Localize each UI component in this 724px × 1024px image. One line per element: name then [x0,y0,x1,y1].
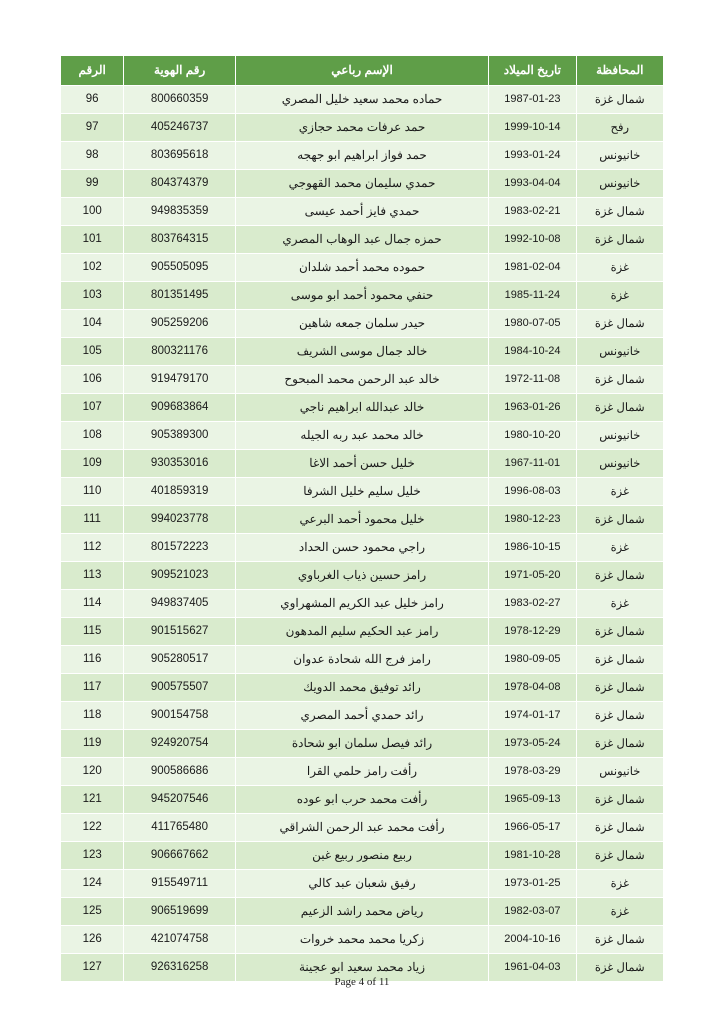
cell-name: خالد محمد عبد ربه الجيله [235,422,488,450]
cell-num: 110 [61,478,124,506]
cell-id: 905259206 [124,310,236,338]
cell-birthdate: 1983-02-21 [489,198,576,226]
cell-name: حمد عرفات محمد حجازي [235,114,488,142]
cell-governorate: شمال غزة [576,310,663,338]
cell-name: زياد محمد سعيد ابو عجينة [235,954,488,982]
cell-id: 800321176 [124,338,236,366]
page-footer: Page 4 of 11 [334,976,390,988]
cell-name: خالد عبد الرحمن محمد المبحوح [235,366,488,394]
cell-name: رامز حسين ذياب الغرباوي [235,562,488,590]
cell-birthdate: 1980-10-20 [489,422,576,450]
table-row [61,394,664,422]
table-row [61,842,664,870]
column-header-id: رقم الهوية [124,56,236,86]
table-row [61,254,664,282]
cell-governorate: شمال غزة [576,646,663,674]
cell-num: 114 [61,590,124,618]
cell-num: 103 [61,282,124,310]
cell-birthdate: 1978-03-29 [489,758,576,786]
table-row [61,786,664,814]
cell-birthdate: 1993-01-24 [489,142,576,170]
table-row [61,310,664,338]
cell-birthdate: 1965-09-13 [489,786,576,814]
table-row [61,814,664,842]
cell-name: رائد توفيق محمد الدويك [235,674,488,702]
cell-birthdate: 1980-09-05 [489,646,576,674]
cell-name: ربيع منصور ربيع غبن [235,842,488,870]
table-row [61,898,664,926]
cell-birthdate: 1982-03-07 [489,898,576,926]
cell-name: رياض محمد راشد الزعيم [235,898,488,926]
cell-id: 801572223 [124,534,236,562]
cell-num: 126 [61,926,124,954]
table-row [61,506,664,534]
table-header-row [61,56,664,86]
table-row [61,674,664,702]
cell-num: 112 [61,534,124,562]
cell-id: 803764315 [124,226,236,254]
cell-name: حموده محمد أحمد شلدان [235,254,488,282]
table-row [61,282,664,310]
cell-id: 905505095 [124,254,236,282]
cell-num: 123 [61,842,124,870]
table-row [61,590,664,618]
cell-birthdate: 1993-04-04 [489,170,576,198]
cell-governorate: خانيونس [576,758,663,786]
table-row [61,478,664,506]
cell-num: 99 [61,170,124,198]
cell-governorate: شمال غزة [576,86,663,114]
table-row [61,646,664,674]
table-row [61,114,664,142]
cell-num: 113 [61,562,124,590]
cell-birthdate: 1983-02-27 [489,590,576,618]
cell-num: 107 [61,394,124,422]
cell-name: خليل محمود أحمد البرعي [235,506,488,534]
cell-birthdate: 1967-11-01 [489,450,576,478]
cell-governorate: خانيونس [576,422,663,450]
cell-name: حمزه جمال عبد الوهاب المصري [235,226,488,254]
cell-num: 97 [61,114,124,142]
cell-num: 111 [61,506,124,534]
cell-num: 115 [61,618,124,646]
cell-governorate: خانيونس [576,450,663,478]
cell-governorate: شمال غزة [576,926,663,954]
cell-id: 900154758 [124,702,236,730]
cell-num: 104 [61,310,124,338]
cell-id: 919479170 [124,366,236,394]
cell-governorate: غزة [576,534,663,562]
cell-num: 105 [61,338,124,366]
cell-num: 124 [61,870,124,898]
cell-num: 102 [61,254,124,282]
cell-id: 994023778 [124,506,236,534]
cell-birthdate: 1961-04-03 [489,954,576,982]
cell-name: رأفت محمد حرب ابو عوده [235,786,488,814]
table-row [61,366,664,394]
cell-name: زكريا محمد محمد خروات [235,926,488,954]
cell-id: 411765480 [124,814,236,842]
cell-num: 118 [61,702,124,730]
cell-name: خليل حسن أحمد الاغا [235,450,488,478]
table-row [61,170,664,198]
cell-governorate: شمال غزة [576,674,663,702]
cell-name: حمد فواز ابراهيم ابو جهجه [235,142,488,170]
cell-birthdate: 1963-01-26 [489,394,576,422]
table-row [61,198,664,226]
cell-id: 803695618 [124,142,236,170]
table-row [61,534,664,562]
table-row [61,926,664,954]
table-row [61,870,664,898]
table-row [61,86,664,114]
cell-name: حماده محمد سعيد خليل المصري [235,86,488,114]
cell-num: 101 [61,226,124,254]
table-row [61,450,664,478]
cell-id: 804374379 [124,170,236,198]
cell-num: 127 [61,954,124,982]
cell-id: 930353016 [124,450,236,478]
cell-birthdate: 1987-01-23 [489,86,576,114]
cell-governorate: خانيونس [576,338,663,366]
cell-id: 800660359 [124,86,236,114]
cell-name: رفيق شعبان عبد كالي [235,870,488,898]
cell-governorate: رفح [576,114,663,142]
cell-birthdate: 1980-12-23 [489,506,576,534]
column-header-governorate: المحافظة [576,56,663,86]
cell-governorate: غزة [576,898,663,926]
cell-id: 915549711 [124,870,236,898]
cell-num: 108 [61,422,124,450]
cell-num: 116 [61,646,124,674]
cell-id: 945207546 [124,786,236,814]
cell-name: رأفت محمد عبد الرحمن الشراقي [235,814,488,842]
cell-governorate: شمال غزة [576,786,663,814]
cell-governorate: خانيونس [576,170,663,198]
cell-name: حمدي فايز أحمد عيسى [235,198,488,226]
cell-name: رامز خليل عبد الكريم المشهراوي [235,590,488,618]
cell-num: 119 [61,730,124,758]
cell-num: 100 [61,198,124,226]
cell-id: 801351495 [124,282,236,310]
cell-name: خليل سليم خليل الشرفا [235,478,488,506]
cell-governorate: خانيونس [576,142,663,170]
cell-id: 901515627 [124,618,236,646]
cell-governorate: شمال غزة [576,198,663,226]
table-row [61,702,664,730]
cell-birthdate: 1972-11-08 [489,366,576,394]
cell-name: خالد جمال موسى الشريف [235,338,488,366]
cell-num: 122 [61,814,124,842]
cell-birthdate: 1971-05-20 [489,562,576,590]
cell-num: 98 [61,142,124,170]
cell-num: 96 [61,86,124,114]
cell-num: 125 [61,898,124,926]
cell-id: 926316258 [124,954,236,982]
cell-num: 117 [61,674,124,702]
cell-id: 906519699 [124,898,236,926]
cell-governorate: شمال غزة [576,562,663,590]
cell-name: حمدي سليمان محمد القهوجي [235,170,488,198]
cell-name: رأفت رامز حلمي القرا [235,758,488,786]
cell-name: رائد فيصل سلمان ابو شحادة [235,730,488,758]
cell-governorate: شمال غزة [576,226,663,254]
cell-birthdate: 1974-01-17 [489,702,576,730]
cell-name: خالد عبدالله ابراهيم ناجي [235,394,488,422]
cell-governorate: شمال غزة [576,814,663,842]
cell-id: 924920754 [124,730,236,758]
cell-birthdate: 1992-10-08 [489,226,576,254]
table-row [61,562,664,590]
cell-birthdate: 1996-08-03 [489,478,576,506]
cell-name: رائد حمدي أحمد المصري [235,702,488,730]
cell-birthdate: 1999-10-14 [489,114,576,142]
cell-birthdate: 1984-10-24 [489,338,576,366]
cell-name: حنفي محمود أحمد ابو موسى [235,282,488,310]
cell-governorate: غزة [576,282,663,310]
cell-birthdate: 1986-10-15 [489,534,576,562]
table-body [61,86,664,982]
cell-birthdate: 1985-11-24 [489,282,576,310]
cell-birthdate: 1966-05-17 [489,814,576,842]
cell-birthdate: 1978-04-08 [489,674,576,702]
cell-birthdate: 1973-01-25 [489,870,576,898]
cell-birthdate: 1981-02-04 [489,254,576,282]
cell-birthdate: 2004-10-16 [489,926,576,954]
cell-num: 120 [61,758,124,786]
cell-id: 905280517 [124,646,236,674]
cell-id: 949835359 [124,198,236,226]
cell-governorate: شمال غزة [576,730,663,758]
column-header-num: الرقم [61,56,124,86]
column-header-name: الإسم رباعي [235,56,488,86]
cell-num: 109 [61,450,124,478]
table-row [61,618,664,646]
cell-id: 900575507 [124,674,236,702]
cell-governorate: شمال غزة [576,702,663,730]
table-row [61,730,664,758]
cell-governorate: شمال غزة [576,618,663,646]
table-row [61,758,664,786]
cell-id: 900586686 [124,758,236,786]
cell-num: 106 [61,366,124,394]
cell-birthdate: 1980-07-05 [489,310,576,338]
table-row [61,422,664,450]
cell-governorate: شمال غزة [576,842,663,870]
cell-name: راجي محمود حسن الحداد [235,534,488,562]
cell-id: 421074758 [124,926,236,954]
column-header-birthdate: تاريخ الميلاد [489,56,576,86]
cell-id: 401859319 [124,478,236,506]
cell-name: حيدر سلمان جمعه شاهين [235,310,488,338]
table-row [61,142,664,170]
cell-birthdate: 1973-05-24 [489,730,576,758]
cell-governorate: شمال غزة [576,366,663,394]
cell-id: 909521023 [124,562,236,590]
cell-governorate: غزة [576,478,663,506]
cell-id: 949837405 [124,590,236,618]
cell-id: 405246737 [124,114,236,142]
cell-id: 906667662 [124,842,236,870]
cell-id: 909683864 [124,394,236,422]
cell-governorate: غزة [576,870,663,898]
table-row [61,338,664,366]
cell-governorate: شمال غزة [576,506,663,534]
cell-birthdate: 1978-12-29 [489,618,576,646]
records-table [60,55,664,982]
cell-governorate: شمال غزة [576,954,663,982]
cell-governorate: غزة [576,590,663,618]
cell-num: 121 [61,786,124,814]
cell-governorate: شمال غزة [576,394,663,422]
cell-birthdate: 1981-10-28 [489,842,576,870]
table-row [61,226,664,254]
cell-id: 905389300 [124,422,236,450]
cell-governorate: غزة [576,254,663,282]
cell-name: رامز فرج الله شحادة عدوان [235,646,488,674]
cell-name: رامز عبد الحكيم سليم المدهون [235,618,488,646]
table-header [61,56,664,86]
